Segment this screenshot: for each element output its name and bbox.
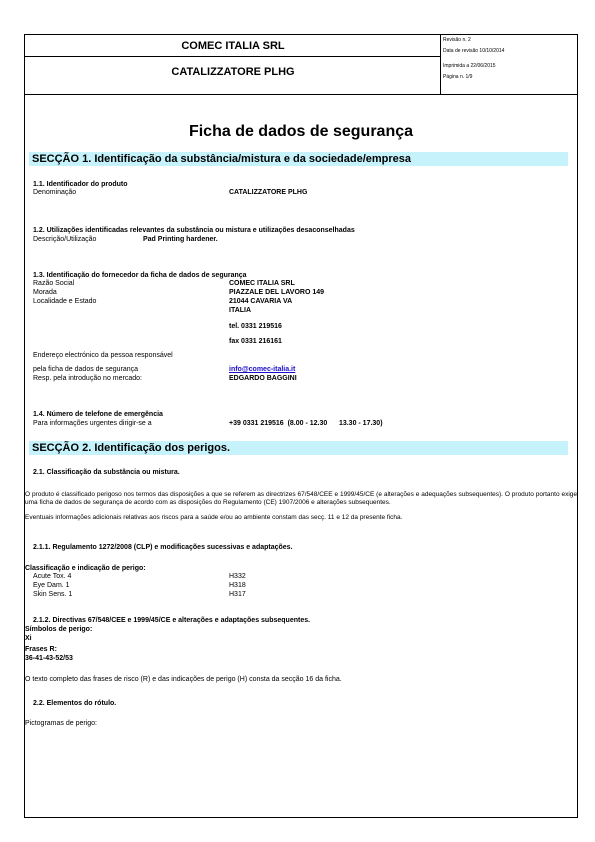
s212-title: 2.1.2. Directivas 67/548/CEE e 1999/45/CE e alterações e adaptações subsequentes. [33, 617, 311, 624]
s13-row-value: 21044 CAVARIA VA [229, 298, 293, 305]
s13-row-value: COMEC ITALIA SRL [229, 280, 295, 287]
class-code: H318 [229, 582, 246, 589]
symbols-label: Símbolos de perigo: [25, 626, 93, 633]
class-code: H317 [229, 591, 246, 598]
class-label: Classificação e indicação de perigo: [25, 565, 146, 572]
resp-label: Resp. pela introdução no mercado: [33, 375, 142, 382]
s13-row-value: PIAZZALE DEL LAVORO 149 [229, 289, 325, 296]
s13-title: 1.3. Identificação do fornecedor da ficha de dados de segurança [33, 272, 247, 279]
header-left-block [25, 35, 441, 94]
document-title: Ficha de dados de segurança [188, 123, 414, 140]
s13-row-label: Localidade e Estado [33, 298, 97, 305]
pictograms-label: Pictogramas de perigo: [25, 720, 97, 727]
s12-value: Pad Printing hardener. [143, 236, 218, 243]
header-product: CATALIZZATORE PLHG [171, 66, 295, 78]
phrases-value: 36-41-43-52/53 [25, 655, 73, 662]
s14-title: 1.4. Número de telefone de emergência [33, 411, 163, 418]
header-meta [443, 35, 577, 83]
s21-title: 2.1. Classificação da substância ou mistura. [33, 469, 180, 476]
s13-fax: fax 0331 216161 [229, 338, 282, 345]
document-header [25, 35, 577, 95]
class-cat: Acute Tox. 4 [33, 573, 72, 580]
s11-value: CATALIZZATORE PLHG [229, 189, 308, 196]
full-text-note: O texto completo das frases de risco (R) e das indicações de perigo (H) consta da secção 16 da ficha. [25, 676, 342, 683]
class-code: H332 [229, 573, 246, 580]
class-cat: Skin Sens. 1 [33, 591, 73, 598]
s13-tel: tel. 0331 219516 [229, 323, 282, 330]
header-page: Página n. 1/9 [443, 74, 473, 80]
symbols-value: Xi [25, 635, 32, 642]
class-cat: Eye Dam. 1 [33, 582, 70, 589]
s21-paragraph: O produto é classificado perigoso nos termos das disposições a que se referem as directrizes 67/548/CEE e 1999/45/CE (e alterações e adequações subsequentes). O produto portanto exige uma ficha de dados de segurança de acordo com as disposições do Regulamento (CE) 1907/2006 e alterações subsequentes. [25, 491, 577, 506]
s22-title: 2.2. Elementos do rótulo. [33, 700, 117, 707]
s11-label: Denominação [33, 189, 77, 196]
s21-paragraph-2: Eventuais informações adicionais relativas aos riscos para a saúde e/ou ao ambiente constam das secç. 11 e 12 da presente ficha. [25, 514, 403, 521]
s13-country: ITALIA [229, 307, 252, 314]
s211-title: 2.1.1. Regulamento 1272/2008 (CLP) e modificações sucessivas e adaptações. [33, 544, 293, 551]
s12-title: 1.2. Utilizações identificadas relevantes da substância ou mistura e utilizações desaconselhadas [33, 227, 355, 234]
header-revision-date: Data de revisão 10/10/2014 [443, 48, 505, 54]
document-page [24, 34, 578, 818]
s13-row-label: Razão Social [33, 280, 75, 287]
s13-row-label: Morada [33, 289, 57, 296]
header-company: COMEC ITALIA SRL [25, 35, 441, 57]
email-link[interactable]: info@comec-italia.it [229, 366, 296, 373]
email-label-2: pela ficha de dados de segurança [33, 366, 139, 373]
section2-heading: SECÇÃO 2. Identificação dos perigos. [29, 441, 568, 455]
header-printed: Imprimida a 22/06/2015 [443, 63, 496, 69]
section1-heading: SECÇÃO 1. Identificação da substância/mistura e da sociedade/empresa [29, 152, 568, 166]
s14-value: +39 0331 219516 (8.00 - 12.30 13.30 - 17.30) [229, 420, 383, 427]
resp-value: EDGARDO BAGGINI [229, 375, 297, 382]
phrases-label: Frases R: [25, 646, 57, 653]
header-revision: Revisão n. 2 [443, 37, 471, 43]
email-label: Endereço electrónico da pessoa responsável [33, 352, 173, 359]
s12-label: Descrição/Utilização [33, 236, 97, 243]
s14-label: Para informações urgentes dirigir-se a [33, 420, 152, 427]
s11-title: 1.1. Identificador do produto [33, 181, 128, 188]
